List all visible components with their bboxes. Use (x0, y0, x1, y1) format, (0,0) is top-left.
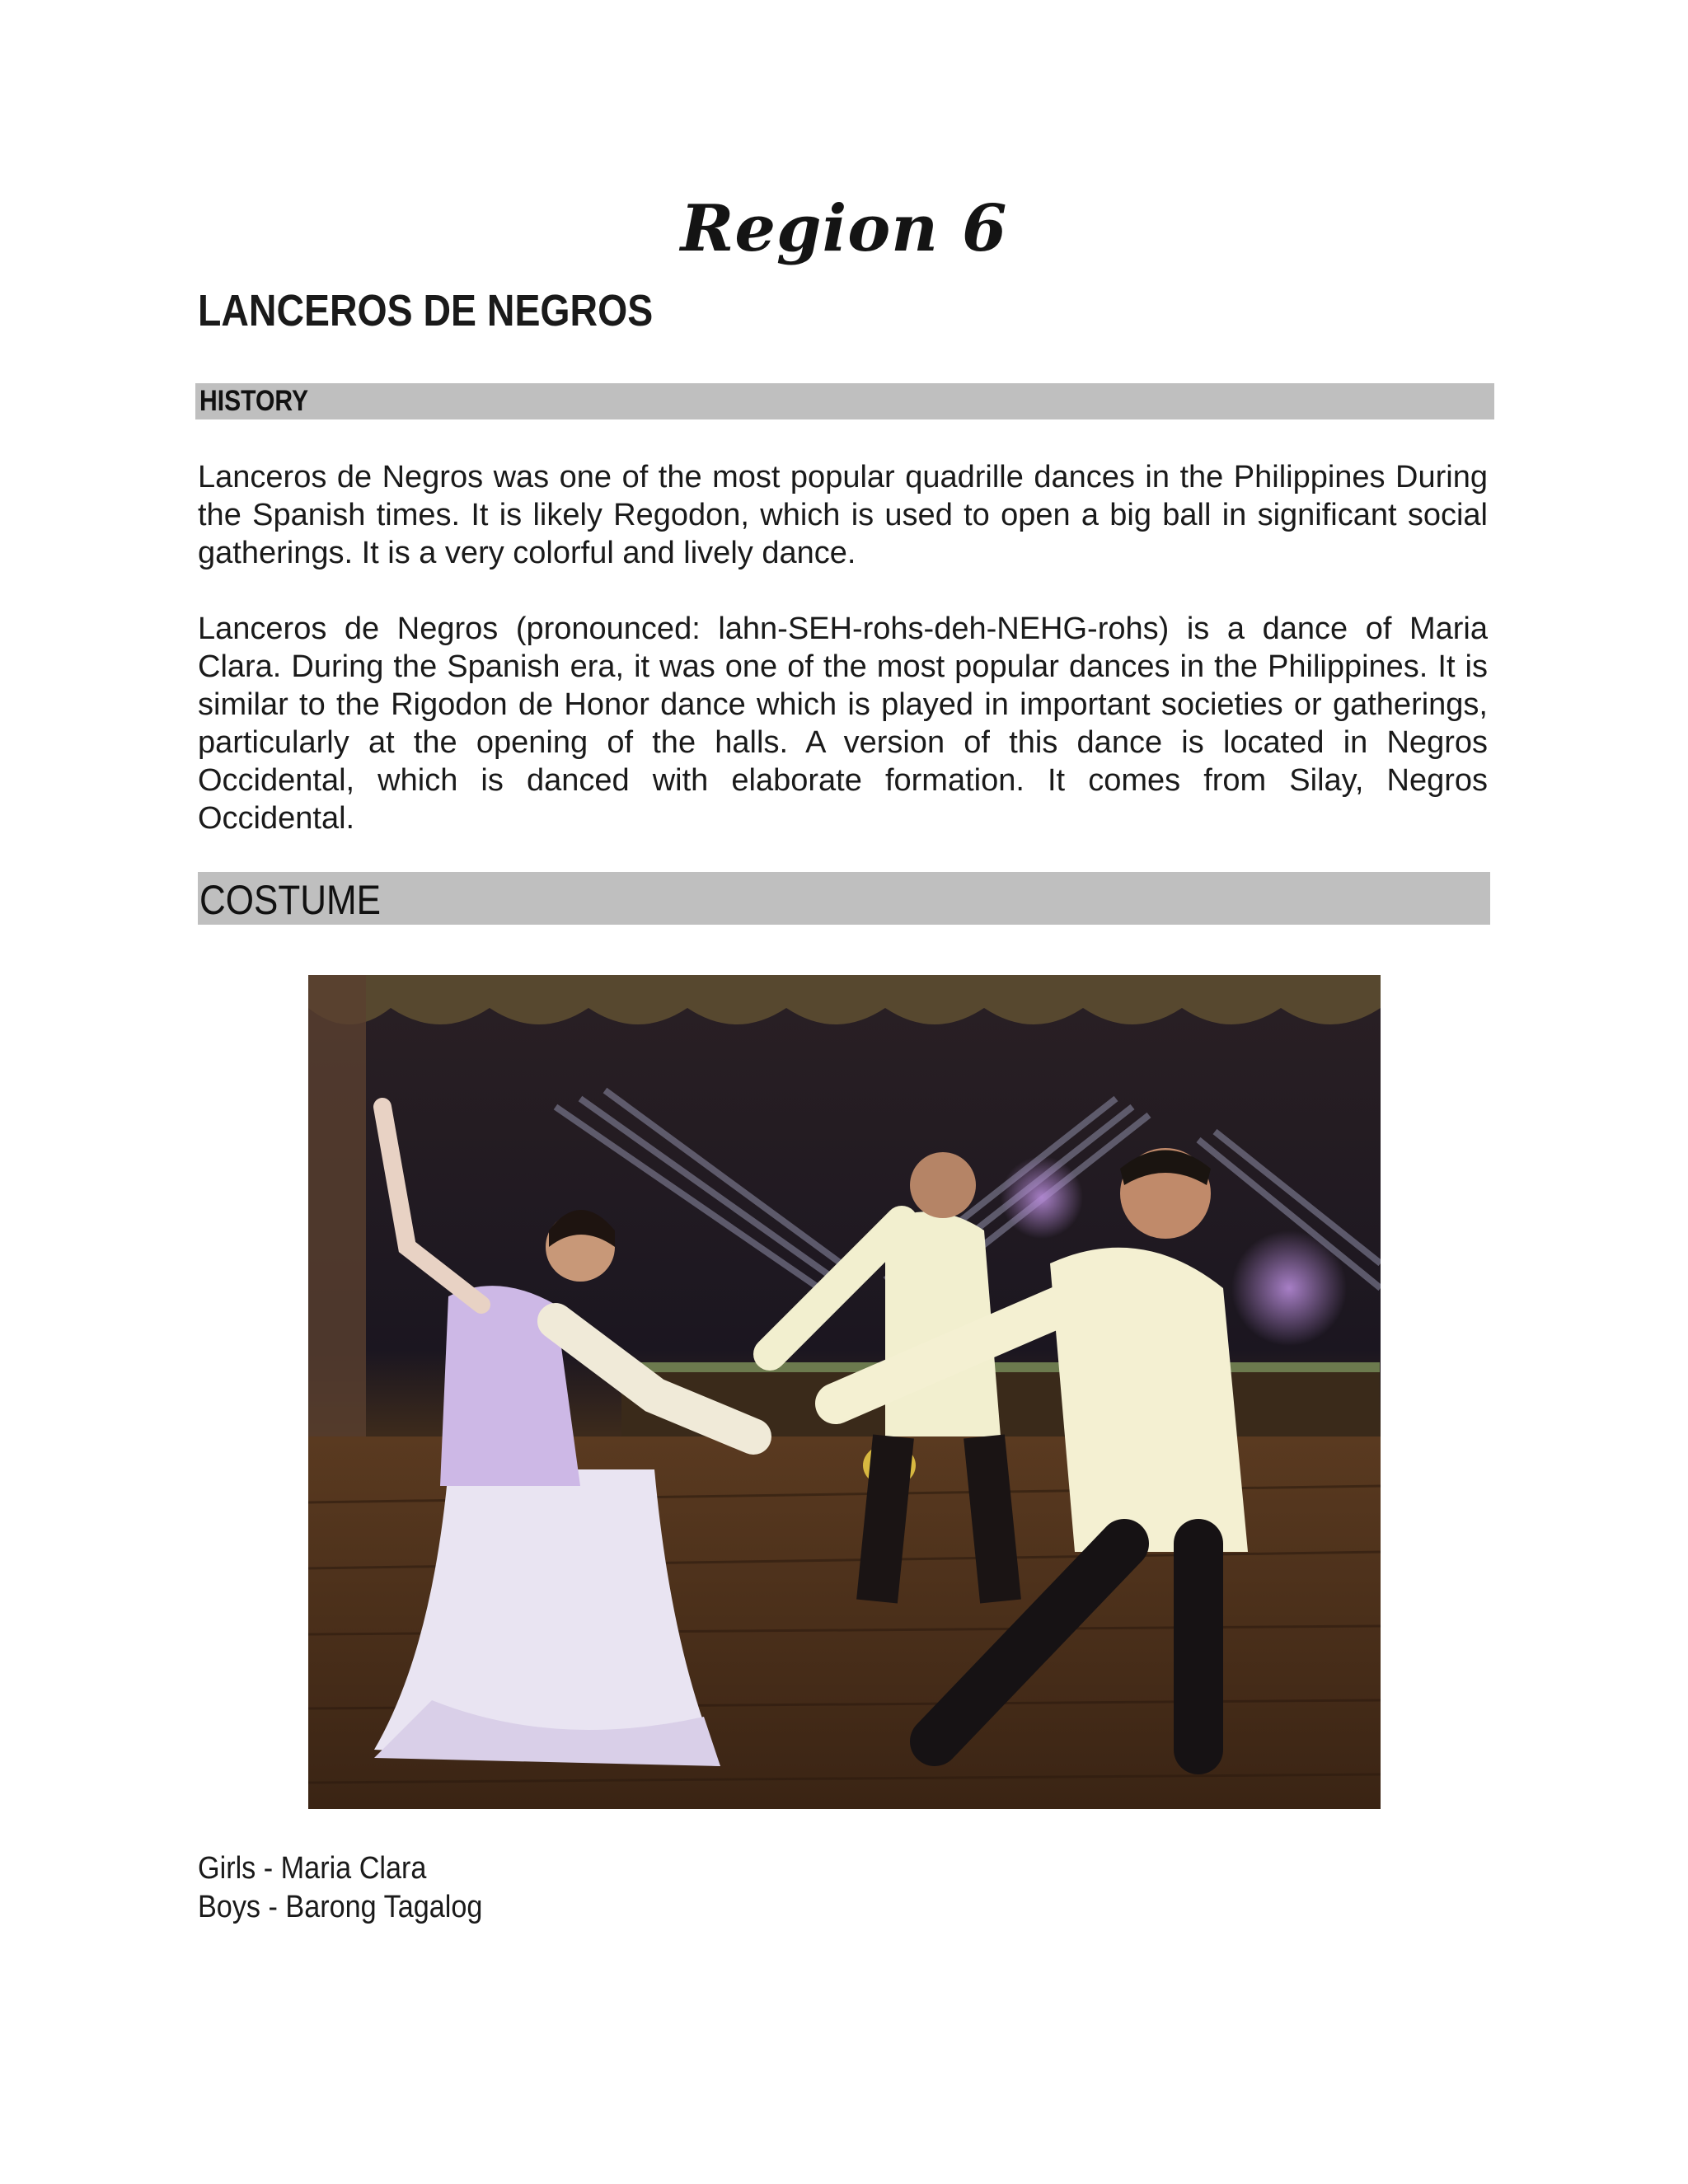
history-paragraph-1: Lanceros de Negros was one of the most popular quadrille dances in the Philippines During the Spanish times. It is likely Regodon, which is used to open a big ball in significant social gatherings. It is a very colorful and lively dance. (198, 460, 1488, 570)
costume-section-header (198, 872, 1490, 925)
region-title: Region 6 (680, 191, 1008, 266)
costume-boys: Boys - Barong Tagalog (198, 1890, 483, 1924)
dance-title: LANCEROS DE NEGROS (198, 286, 654, 335)
dance-photo (308, 975, 1381, 1809)
history-label: HISTORY (199, 385, 309, 417)
costume-label: COSTUME (199, 877, 381, 923)
history-paragraph-2: Lanceros de Negros (pronounced: lahn-SEH-rohs-deh-NEHG-rohs) is a dance of Maria Clara. During the Spanish era, it was one of the most popular dances in the Philippines. It is similar to the Rigodon de Honor dance which is played in important societies or gatherings, particularly at the opening of the halls. A version of this dance is located in Negros Occidental, which is danced with elaborate formation. It comes from Silay, Negros Occidental. (198, 612, 1488, 836)
history-section-header (195, 383, 1494, 419)
costume-girls: Girls - Maria Clara (198, 1851, 427, 1886)
